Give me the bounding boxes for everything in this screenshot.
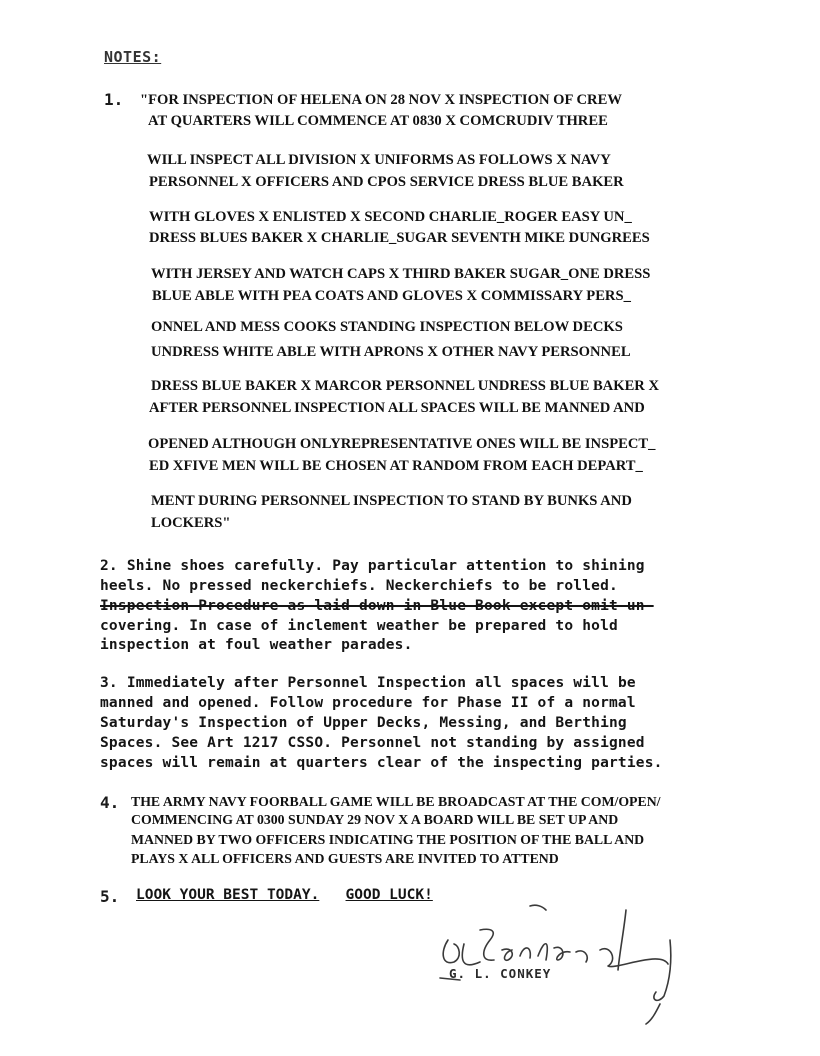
item-1-line: ED XFIVE MEN WILL BE CHOSEN AT RANDOM FROM EACH DEPART_ [149,458,643,474]
item-2-line: heels. No pressed neckerchiefs. Neckerchiefs to be rolled. [100,578,618,594]
item-2-line-first [100,557,645,576]
item-4-line: THE ARMY NAVY FOORBALL GAME WILL BE BROADCAST AT THE COM/OPEN/ [131,794,661,809]
item-3-line: spaces will remain at quarters clear of the inspecting parties. [100,755,663,771]
item-3-line: Spaces. See Art 1217 CSSO. Personnel not standing by assigned [100,735,645,751]
item-1-line: WITH JERSEY AND WATCH CAPS X THIRD BAKER SUGAR_ONE DRESS [151,266,651,282]
item-3-line: Saturday's Inspection of Upper Decks, Messing, and Berthing [100,715,627,731]
signatory-name: G. L. CONKEY [449,966,552,981]
item-4-line: COMMENCING AT 0300 SUNDAY 29 NOV X A BOARD WILL BE SET UP AND [131,812,619,827]
item-1-line: WILL INSPECT ALL DIVISION X UNIFORMS AS FOLLOWS X NAVY [147,152,611,168]
item-2-line: inspection at foul weather parades. [100,637,413,653]
item-3-line: Immediately after Personnel Inspection all spaces will be [126,675,636,691]
item-2-line: covering. In case of inclement weather be prepared to hold [100,618,618,634]
item-1-line: DRESS BLUES BAKER X CHARLIE_SUGAR SEVENTH MIKE DUNGREES [149,230,650,246]
item-1-line: AT QUARTERS WILL COMMENCE AT 0830 X COMCRUDIV THREE [148,113,608,129]
item-3-line-first [100,674,636,693]
item-3-line: manned and opened. Follow procedure for Phase II of a normal [100,695,636,711]
item-1-line: AFTER PERSONNEL INSPECTION ALL SPACES WILL BE MANNED AND [149,400,645,416]
notes-heading: NOTES: [104,48,162,66]
item-number-3: 3. [100,675,118,691]
item-1-line: UNDRESS WHITE ABLE WITH APRONS X OTHER NAVY PERSONNEL [151,344,631,360]
item-number-5: 5. [100,887,120,906]
item-1-line: MENT DURING PERSONNEL INSPECTION TO STAND BY BUNKS AND [151,493,632,509]
item-number-4: 4. [100,793,120,812]
item-5-closing [136,887,433,903]
item-1-line: WITH GLOVES X ENLISTED X SECOND CHARLIE_ROGER EASY UN_ [149,209,632,225]
item-number-1: 1. [104,90,124,109]
item-2-line: Shine shoes carefully. Pay particular attention to shining [126,558,645,574]
handwritten-signature [420,900,690,1030]
item-1-line: "FOR INSPECTION OF HELENA ON 28 NOV X INSPECTION OF CREW [140,92,622,108]
item-1-line: BLUE ABLE WITH PEA COATS AND GLOVES X COMMISSARY PERS_ [152,288,631,304]
item-1-line: ONNEL AND MESS COOKS STANDING INSPECTION BELOW DECKS [151,319,623,335]
look-your-best-text: LOOK YOUR BEST TODAY. [136,887,320,903]
good-luck-text: GOOD LUCK! [345,887,433,903]
item-4-line: PLAYS X ALL OFFICERS AND GUESTS ARE INVITED TO ATTEND [131,851,559,866]
item-2-struck-line: Inspection Procedure as laid down in Blue Book except omit un- [100,598,654,614]
item-1-line: OPENED ALTHOUGH ONLYREPRESENTATIVE ONES WILL BE INSPECT_ [148,436,656,452]
item-number-2: 2. [100,558,118,574]
item-1-line: PERSONNEL X OFFICERS AND CPOS SERVICE DRESS BLUE BAKER [149,174,624,190]
item-1-line: LOCKERS" [151,515,231,531]
item-1-line: DRESS BLUE BAKER X MARCOR PERSONNEL UNDRESS BLUE BAKER X [151,378,660,394]
item-4-line: MANNED BY TWO OFFICERS INDICATING THE POSITION OF THE BALL AND [131,832,645,847]
